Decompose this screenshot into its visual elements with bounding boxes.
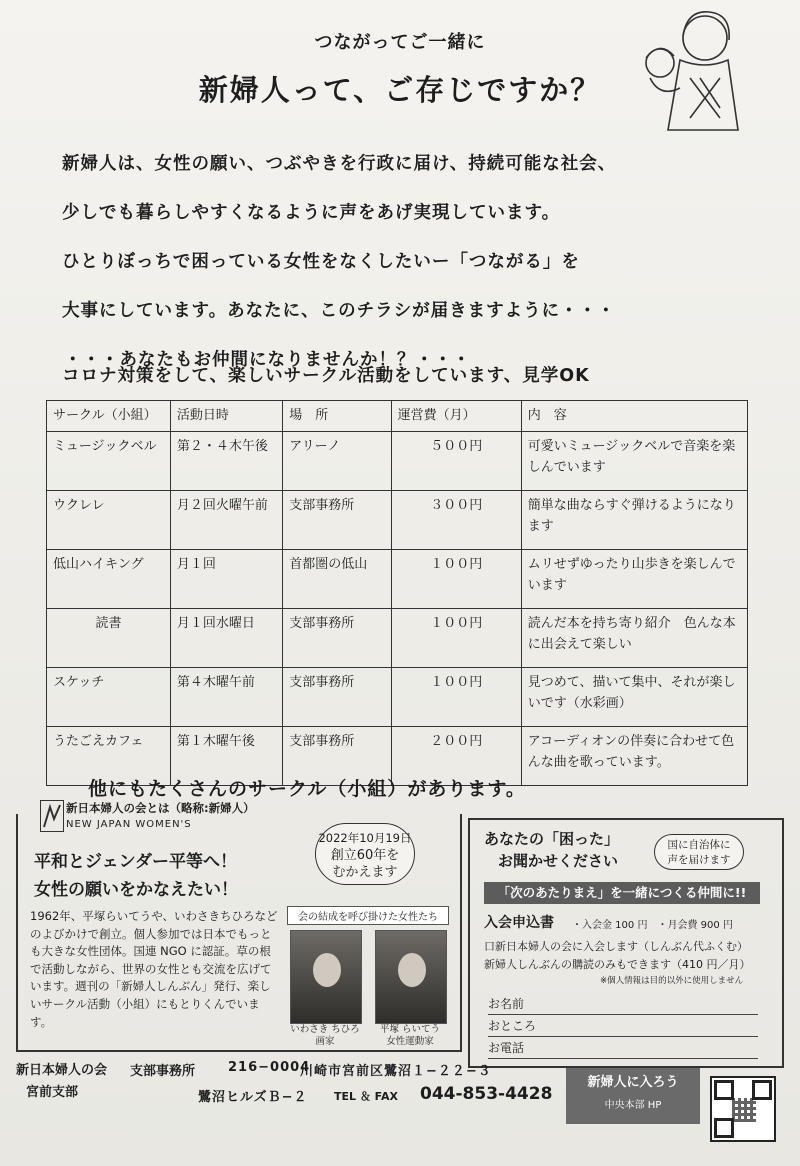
subscription-option: 新婦人しんぶんの購読のみもできます（410 円／月） [484,958,751,971]
founder-name: いわさき ちひろ [290,1024,360,1035]
cell-fee: ３００円 [391,491,521,550]
table-row [47,609,748,668]
intro-paragraph [62,140,762,385]
qr-code-icon[interactable] [710,1076,776,1142]
cell-content: ムリせずゆったり山歩きを楽しんでいます [521,550,747,609]
founder-role: 女性運動家 [386,1036,434,1047]
ask-heading [484,828,619,872]
header-content: 内 容 [521,401,747,432]
cell-place: 支部事務所 [283,491,391,550]
intro-line: ・・・あなたもお仲間になりませんか！？・・・ [64,350,471,370]
hp-main-text: 新婦人に入ろう [587,1075,679,1090]
table-row [47,491,748,550]
branch-label: 宮前支部 [26,1085,79,1100]
anniversary-badge [315,823,415,885]
fee-info: ・入会金 100 円 ・月会費 900 円 [572,920,733,931]
header-fee: 運営費（月） [391,401,521,432]
cell-content: 見つめて、描いて集中、それが楽しいです（水彩画） [521,668,747,727]
table-header-row [47,401,748,432]
table-row [47,550,748,609]
slogan-line: 女性の願いをかなえたい！ [34,880,238,900]
bubble-line: 声を届けます [667,854,731,866]
cell-place: 支部事務所 [283,727,391,786]
badge-text: むかえます [332,865,398,880]
cell-content: 可愛いミュージックベルで音楽を楽しんでいます [521,432,747,491]
cell-content: アコーディオンの伴奏に合わせて色んな曲を歌っています。 [521,727,747,786]
header-place: 場 所 [283,401,391,432]
corona-notice: コロナ対策をして、楽しいサークル活動をしています、見学OK [62,366,590,386]
address-field[interactable]: おところ [488,1016,758,1037]
intro-line: 少しでも暮らしやすくなるように声をあげ実現しています。 [62,203,561,223]
founder-photo [290,930,362,1024]
cell-circle: 読書 [47,609,171,668]
building-name: 鷺沼ヒルズＢ−２ [198,1090,308,1105]
privacy-note: ※個人情報は目的以外に使用しません [600,976,744,986]
org-logo-icon [40,800,64,832]
intro-line: ひとりぼっちで困っている女性をなくしたいー「つながる」を [62,252,580,272]
speech-bubble [654,834,744,870]
intro-line: 大事にしています。あなたに、このチラシが届きますように・・・ [62,301,616,321]
cell-datetime: 月１回 [170,550,282,609]
header-circle: サークル（小組） [47,401,171,432]
table-row [47,432,748,491]
bubble-line: 国に自治体に [667,839,731,851]
cell-circle: スケッチ [47,668,171,727]
cell-datetime: 月２回火曜午前 [170,491,282,550]
cell-circle: ミュージックベル [47,432,171,491]
cell-place: アリーノ [283,432,391,491]
cell-datetime: 第４木曜午前 [170,668,282,727]
circle-schedule-table [46,400,748,786]
founder-name: 平塚 らいてう [379,1024,441,1035]
office-address: 川崎市宮前区鷺沼１−２２−３ [300,1064,492,1079]
founder-photo [375,930,447,1024]
badge-date: 2022年10月19日 [318,831,412,845]
intro-line: 新婦人は、女性の願い、つぶやきを行政に届け、持続可能な社会、 [62,154,617,174]
ask-line: あなたの「困った」 [484,830,620,848]
cell-fee: １００円 [391,609,521,668]
founder-caption [283,1024,367,1048]
cell-fee: ５００円 [391,432,521,491]
org-name: 新日本婦人の会 [16,1063,108,1078]
name-field[interactable]: お名前 [488,994,758,1015]
tel-fax-label: TEL ＆ FAX [334,1090,398,1103]
page-title: 新婦人って、ご存じですか？ [198,73,602,107]
other-circles-note: 他にもたくさんのサークル（小組）があります。 [88,778,526,800]
cell-place: 首都圏の低山 [283,550,391,609]
phone-field[interactable]: お電話 [488,1038,758,1059]
badge-text: 創立60年を [330,848,400,863]
cell-datetime: 月１回水曜日 [170,609,282,668]
phone-number[interactable]: 044-853-4428 [420,1084,553,1104]
application-title: 入会申込書 [484,915,554,931]
cell-fee: １００円 [391,668,521,727]
cell-content: 簡単な曲ならすぐ弾けるようになります [521,491,747,550]
header-datetime: 活動日時 [170,401,282,432]
table-row [47,668,748,727]
branch-name [16,1060,107,1104]
org-definition: 新日本婦人の会とは（略称:新婦人） [66,801,255,815]
join-option[interactable]: 口新日本婦人の会に入会します（しんぶん代ふくむ） [484,940,748,953]
cell-circle: ウクレレ [47,491,171,550]
ask-line: お聞かせください [498,852,619,870]
header-subtitle: つながってご一緒に [314,32,486,53]
org-description: 1962年、平塚らいてうや、いわさきちひろなどのよびかけで創立。個人参加では日本でもっとも大きな女性団体。国連 NGO に認証。草の根で活動しながら、世界の女性とも交流を広げています。週刊の「新婦人しんぶん」発行、楽しいサークル活動（小組）にもとりくんでいます。 [30,909,278,1029]
cell-datetime: 第１木曜午後 [170,727,282,786]
slogan [34,848,238,904]
cell-fee: ２００円 [391,727,521,786]
cell-circle: 低山ハイキング [47,550,171,609]
founders-caption: 会の結成を呼び掛けた女性たち [287,906,449,925]
cell-place: 支部事務所 [283,609,391,668]
cell-datetime: 第２・４木午後 [170,432,282,491]
join-banner: 「次のあたりまえ」を一緒につくる仲間に!! [484,882,760,904]
founder-role: 画家 [315,1036,335,1047]
org-english-name: NEW JAPAN WOMEN'S [66,819,192,830]
cell-circle: うたごえカフェ [47,727,171,786]
cell-place: 支部事務所 [283,668,391,727]
slogan-line: 平和とジェンダー平等へ！ [34,852,237,872]
hp-sub-text: 中央本部 HP [604,1100,662,1111]
cell-content: 読んだ本を持ち寄り紹介 色んな本に出会えて楽しい [521,609,747,668]
hp-banner [566,1068,700,1124]
founder-caption [368,1024,452,1048]
office-label: 支部事務所 [130,1064,196,1079]
cell-fee: １００円 [391,550,521,609]
postal-code: 216−0004 [228,1060,311,1075]
